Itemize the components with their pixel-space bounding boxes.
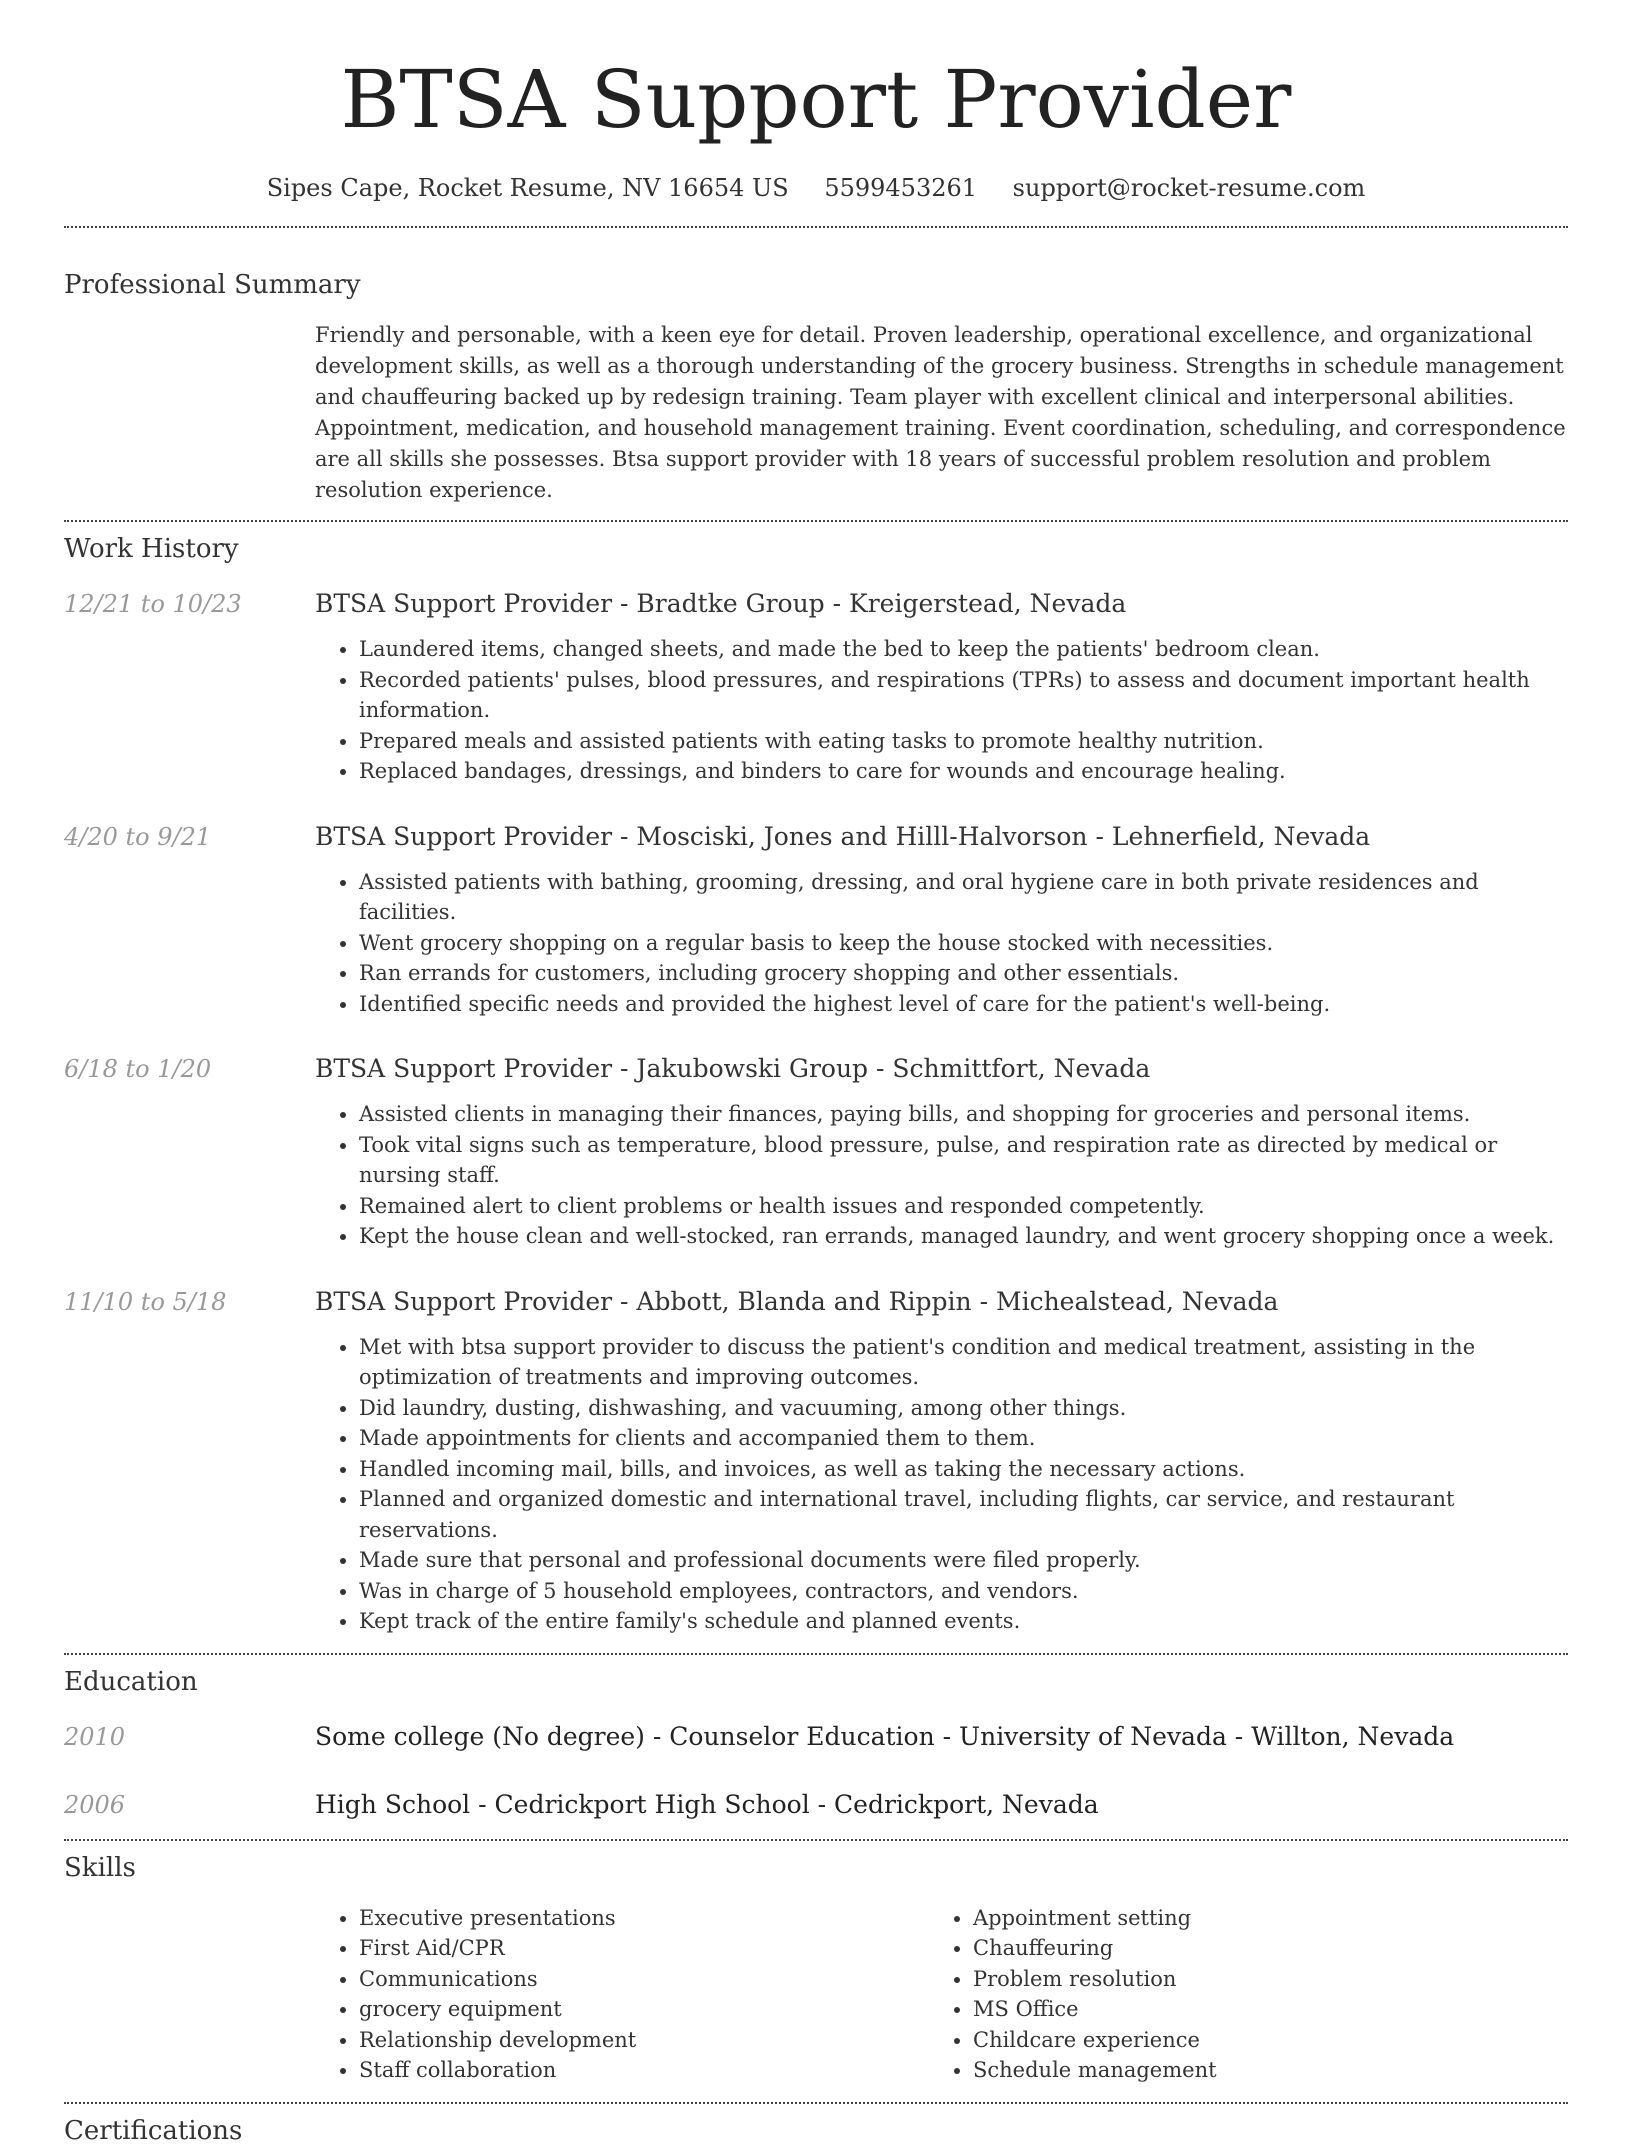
skill-item: • Executive presentations — [359, 1903, 929, 1934]
skill-item: • grocery equipment — [359, 1994, 929, 2025]
section-divider — [64, 226, 1568, 228]
skill-item: • Appointment setting — [973, 1903, 1543, 1934]
job-bullet: • Remained alert to client problems or health issues and responded competently. — [359, 1191, 1568, 1222]
summary-text: Friendly and personable, with a keen eye for detail. Proven leadership, operational excellence, and organizational development skills, as well as a thorough understanding of the grocery business. Strengths in schedule management and chauffeuring backed up by redesign training. Team player with excellent clinical and interpersonal abilities. Appointment, medication, and household management training. Event coordination, scheduling, and correspondence are all skills she possesses. Btsa support provider with 18 years of successful problem resolution and problem resolution experience. — [315, 323, 1566, 502]
job-entry — [64, 821, 1568, 1020]
job-bullet: • Laundered items, changed sheets, and made the bed to keep the patients' bedroom clean. — [359, 634, 1568, 665]
job-dates: 11/10 to 5/18 — [64, 1287, 227, 1316]
job-heading: BTSA Support Provider - Mosciski, Jones and Hilll-Halvorson - Lehnerfield, Nevada — [315, 821, 1371, 851]
education-title: High School - Cedrickport High School - Cedrickport, Nevada — [315, 1789, 1099, 1819]
section-divider — [64, 1653, 1568, 1655]
job-bullet: • Recorded patients' pulses, blood pressures, and respirations (TPRs) to assess and document important health information. — [359, 665, 1568, 726]
skills-row — [64, 1903, 1568, 2086]
job-bullet: • Identified specific needs and provided the highest level of care for the patient's well-being. — [359, 989, 1568, 1020]
job-bullet: • Replaced bandages, dressings, and binders to care for wounds and encourage healing. — [359, 756, 1568, 787]
skills-list-left — [315, 1903, 929, 2086]
job-entry — [64, 1286, 1568, 1637]
skill-item: • Childcare experience — [973, 2025, 1543, 2056]
section-divider — [64, 2102, 1568, 2104]
job-bullet: • Prepared meals and assisted patients with eating tasks to promote healthy nutrition. — [359, 726, 1568, 757]
contact-email: support@rocket-resume.com — [1012, 174, 1366, 202]
resume-page — [64, 0, 1568, 2148]
job-bullet: • Met with btsa support provider to discuss the patient's condition and medical treatment, assisting in the optimization of treatments and improving outcomes. — [359, 1332, 1568, 1393]
job-bullet: • Planned and organized domestic and international travel, including flights, car service, and restaurant reservations. — [359, 1484, 1568, 1545]
skills-columns — [315, 1903, 1568, 2086]
education-heading: Education — [64, 1666, 198, 1697]
work-history-heading: Work History — [64, 534, 239, 564]
job-bullets — [315, 1332, 1568, 1637]
job-dates: 12/21 to 10/23 — [64, 590, 242, 618]
section-divider — [64, 1839, 1568, 1841]
job-bullets — [315, 634, 1568, 787]
job-bullet: • Made appointments for clients and accompanied them to them. — [359, 1423, 1568, 1454]
job-bullet: • Ran errands for customers, including grocery shopping and other essentials. — [359, 958, 1568, 989]
job-heading: BTSA Support Provider - Abbott, Blanda and Rippin - Michealstead, Nevada — [315, 1286, 1279, 1316]
job-heading: BTSA Support Provider - Jakubowski Group - Schmittfort, Nevada — [315, 1054, 1151, 1083]
education-title: Some college (No degree) - Counselor Education - University of Nevada - Willton, Nevada — [315, 1721, 1455, 1751]
education-entry — [64, 1789, 1568, 1821]
job-bullet: • Assisted patients with bathing, grooming, dressing, and oral hygiene care in both private residences and facilities. — [359, 867, 1568, 928]
job-entry — [64, 1053, 1568, 1252]
skill-item: • Communications — [359, 1964, 929, 1995]
certifications-heading: Certifications — [64, 2115, 243, 2146]
skill-item: • MS Office — [973, 1994, 1543, 2025]
job-bullet: • Took vital signs such as temperature, blood pressure, pulse, and respiration rate as directed by medical or nursing staff. — [359, 1130, 1568, 1191]
education-year: 2006 — [64, 1790, 126, 1819]
skills-spacer — [64, 1903, 315, 2086]
summary-spacer — [64, 320, 315, 506]
job-bullet: • Did laundry, dusting, dishwashing, and vacuuming, among other things. — [359, 1393, 1568, 1424]
job-bullet: • Assisted clients in managing their finances, paying bills, and shopping for groceries and personal items. — [359, 1099, 1568, 1130]
skill-item: • Chauffeuring — [973, 1933, 1543, 1964]
skill-item: • Staff collaboration — [359, 2055, 929, 2086]
section-divider — [64, 520, 1568, 522]
job-dates: 6/18 to 1/20 — [64, 1055, 212, 1083]
skill-item: • First Aid/CPR — [359, 1933, 929, 1964]
job-bullets — [315, 1099, 1568, 1252]
skills-list-right — [929, 1903, 1543, 2086]
job-dates: 4/20 to 9/21 — [64, 822, 212, 851]
contact-line — [64, 172, 1568, 204]
job-bullet: • Was in charge of 5 household employees, contractors, and vendors. — [359, 1576, 1568, 1607]
job-heading: BTSA Support Provider - Bradtke Group - Kreigerstead, Nevada — [315, 589, 1127, 618]
education-year: 2010 — [64, 1722, 126, 1751]
contact-address: Sipes Cape, Rocket Resume, NV 16654 US — [266, 174, 789, 202]
job-bullet: • Made sure that personal and professional documents were filed properly. — [359, 1545, 1568, 1576]
skill-item: • Problem resolution — [973, 1964, 1543, 1995]
job-bullet: • Went grocery shopping on a regular basis to keep the house stocked with necessities. — [359, 928, 1568, 959]
job-bullets — [315, 867, 1568, 1020]
summary-heading: Professional Summary — [64, 270, 361, 300]
skill-item: • Relationship development — [359, 2025, 929, 2056]
job-bullet: • Kept the house clean and well-stocked, ran errands, managed laundry, and went grocery shopping once a week. — [359, 1221, 1568, 1252]
summary-row — [64, 320, 1568, 506]
resume-name: BTSA Support Provider — [340, 53, 1292, 146]
job-bullet: • Handled incoming mail, bills, and invoices, as well as taking the necessary actions. — [359, 1454, 1568, 1485]
education-entry — [64, 1721, 1568, 1753]
job-bullet: • Kept track of the entire family's schedule and planned events. — [359, 1606, 1568, 1637]
job-entry — [64, 588, 1568, 787]
contact-phone: 5599453261 — [824, 174, 978, 202]
skills-heading: Skills — [64, 1852, 136, 1883]
skill-item: • Schedule management — [973, 2055, 1543, 2086]
